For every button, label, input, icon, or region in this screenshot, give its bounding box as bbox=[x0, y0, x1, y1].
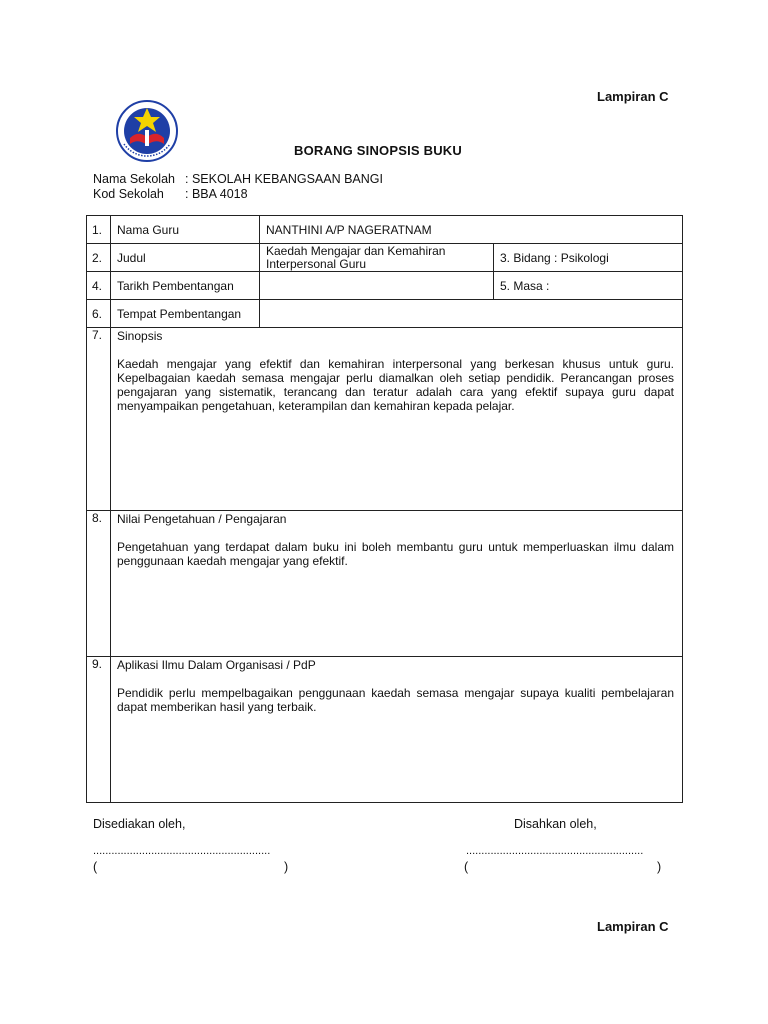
approved-name-open-paren: ( bbox=[464, 860, 469, 874]
row-number: 6. bbox=[87, 300, 111, 328]
school-code-line bbox=[93, 187, 248, 201]
knowledge-value-label: Nilai Pengetahuan / Pengajaran bbox=[117, 512, 287, 526]
application-text: Pendidik perlu mempelbagaikan penggunaan kaedah semasa mengajar supaya kualiti pembelajaran dapat memberikan hasil yang terbaik. bbox=[117, 686, 674, 714]
application-label: Aplikasi Ilmu Dalam Organisasi / PdP bbox=[117, 658, 316, 672]
synopsis-cell[interactable] bbox=[111, 328, 683, 511]
table-row bbox=[87, 244, 683, 272]
row-number: 8. bbox=[87, 511, 111, 657]
synopsis-form-table bbox=[86, 215, 683, 803]
synopsis-text: Kaedah mengajar yang efektif dan kemahiran interpersonal yang berkesan khusus untuk guru. Kepelbagaian kaedah semasa mengajar perlu diamalkan oleh setiap pendidik. Perancangan proses pengajaran yang sistematik, terancang dan teratur adalah cara yang efektif supaya guru dapat menyampaikan pengetahuan, keterampilan dan kemahiran kepada pelajar. bbox=[117, 357, 674, 413]
prepared-by-label: Disediakan oleh, bbox=[93, 817, 186, 831]
row-number: 7. bbox=[87, 328, 111, 511]
approved-signature-line[interactable]: .......................................................... bbox=[466, 845, 644, 857]
row-number: 2. bbox=[87, 244, 111, 272]
table-row bbox=[87, 300, 683, 328]
time-field[interactable]: 5. Masa : bbox=[494, 272, 683, 300]
ministry-logo bbox=[116, 100, 178, 162]
approved-name-close-paren: ) bbox=[657, 860, 662, 874]
row-number: 9. bbox=[87, 657, 111, 803]
lampiran-label-top: Lampiran C bbox=[597, 89, 669, 104]
prepared-name-close-paren: ) bbox=[284, 860, 289, 874]
table-row bbox=[87, 272, 683, 300]
application-cell[interactable] bbox=[111, 657, 683, 803]
presentation-venue-value[interactable] bbox=[260, 300, 683, 328]
table-row bbox=[87, 657, 683, 803]
table-row bbox=[87, 216, 683, 244]
school-name-line bbox=[93, 172, 383, 186]
school-code-label: Kod Sekolah bbox=[93, 187, 164, 201]
form-title: BORANG SINOPSIS BUKU bbox=[294, 143, 462, 158]
synopsis-label: Sinopsis bbox=[117, 329, 163, 343]
row-number: 1. bbox=[87, 216, 111, 244]
title-label: Judul bbox=[111, 244, 260, 272]
prepared-signature-line[interactable]: .......................................................... bbox=[93, 845, 271, 857]
school-name-label: Nama Sekolah bbox=[93, 172, 175, 186]
teacher-name-value[interactable]: NANTHINI A/P NAGERATNAM bbox=[260, 216, 683, 244]
approved-by-label: Disahkan oleh, bbox=[514, 817, 597, 831]
presentation-date-label: Tarikh Pembentangan bbox=[111, 272, 260, 300]
teacher-name-label: Nama Guru bbox=[111, 216, 260, 244]
prepared-name-open-paren: ( bbox=[93, 860, 98, 874]
knowledge-value-cell[interactable] bbox=[111, 511, 683, 657]
presentation-venue-label: Tempat Pembentangan bbox=[111, 300, 260, 328]
table-row bbox=[87, 511, 683, 657]
school-code-value: : BBA 4018 bbox=[185, 187, 248, 201]
field-value[interactable]: 3. Bidang : Psikologi bbox=[494, 244, 683, 272]
row-number: 4. bbox=[87, 272, 111, 300]
school-name-value: : SEKOLAH KEBANGSAAN BANGI bbox=[185, 172, 383, 186]
book-title-value[interactable]: Kaedah Mengajar dan Kemahiran Interpersonal Guru bbox=[260, 244, 494, 272]
lampiran-label-bottom: Lampiran C bbox=[597, 919, 669, 934]
knowledge-value-text: Pengetahuan yang terdapat dalam buku ini boleh membantu guru untuk memperluaskan ilmu dalam penggunaan kaedah mengajar yang efektif. bbox=[117, 540, 674, 568]
table-row bbox=[87, 328, 683, 511]
presentation-date-value[interactable] bbox=[260, 272, 494, 300]
